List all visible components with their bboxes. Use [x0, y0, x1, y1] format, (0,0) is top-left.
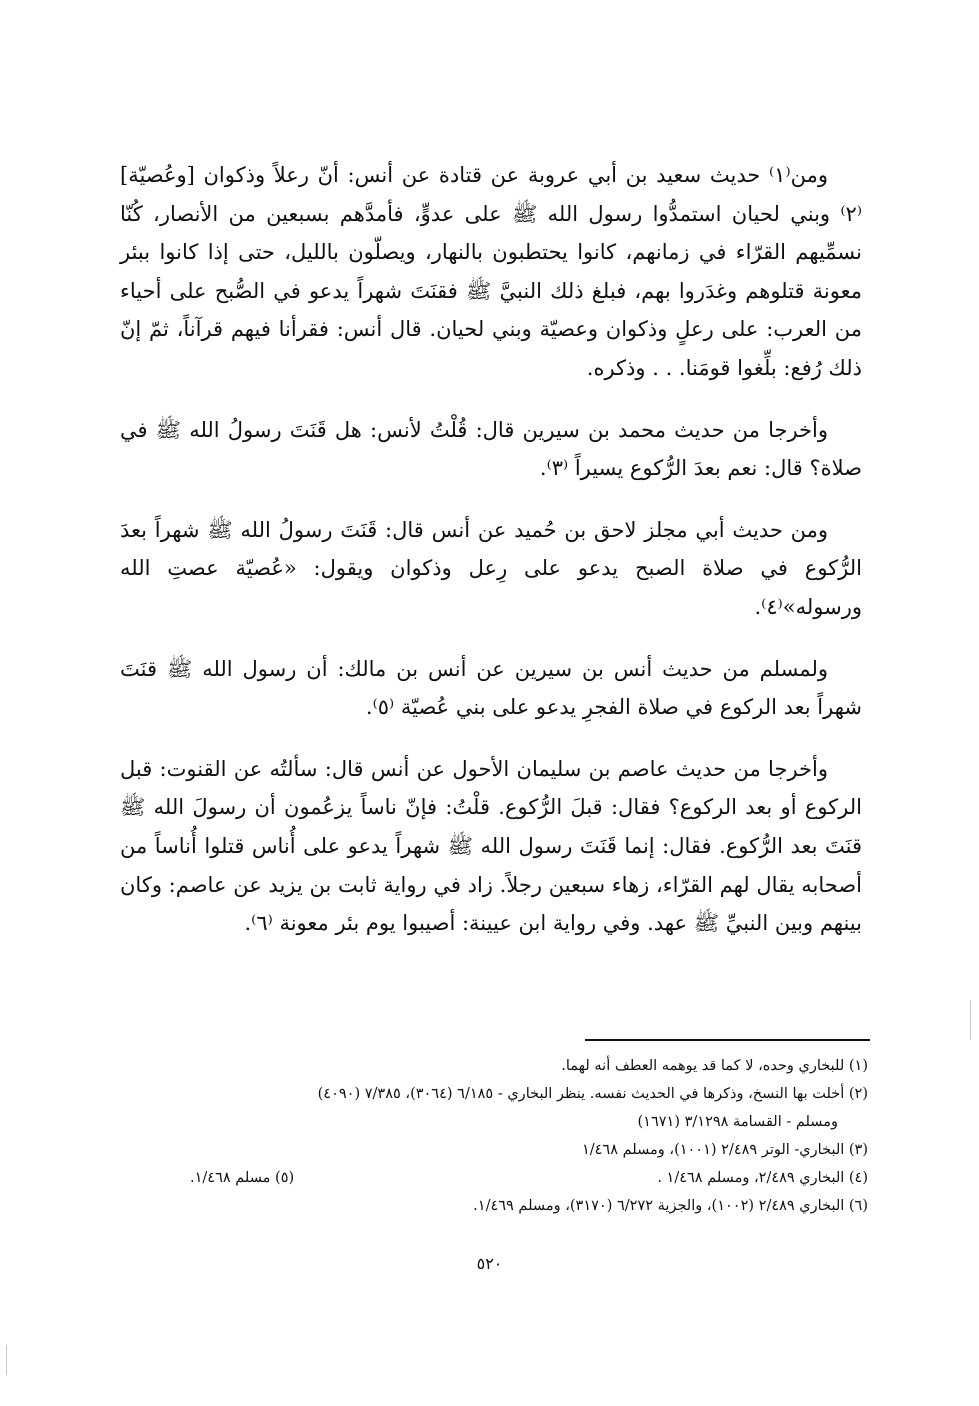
paragraph: ومن⁽١⁾ حديث سعيد بن أبي عروبة عن قتادة عن أنس: أنّ رعلاً وذكوان [وعُصيّة] ⁽٢⁾ وبني لحيان استمدُّوا رسول الله ﷺ على عدوٍّ، فأمدَّهم بسبعين من الأنصار، كُنّا نسمِّيهم القرّاء في زمانهم، كانوا يحتطبون بالنهار، ويصلّون بالليل، حتى إذا كانوا ببئر معونة قتلوهم وغدَروا بهم، فبلغ ذلك النبيَّ ﷺ فقنَتَ شهراً يدعو في الصُّبح على أحياء من العرب: على رعلٍ وذكوان وعصيّة وبني لحيان. قال أنس: فقرأنا فيهم قرآناً، ثمّ إنّ ذلك رُفع: بلِّغوا قومَنا. . . وذكره.: [120, 163, 862, 380]
footnote: (٢) أخلت بها النسخ، وذكرها في الحديث نفسه. ينظر البخاري - ٦/١٨٥ (٣٠٦٤)، ٧/٣٨٥ (٤٠٩٠): [317, 1086, 868, 1102]
main-text: [120, 156, 862, 966]
footnote-continuation: ومسلم - القسامة ٣/١٢٩٨ (١٦٧١): [637, 1114, 838, 1130]
paragraph: وأخرجا من حديث محمد بن سيرين قال: قُلْتُ لأنس: هل قَنَتَ رسولُ الله ﷺ في صلاة؟ قال: نعم بعدَ الرُّكوع يسيراً ⁽٣⁾.: [120, 417, 862, 481]
footnote: (٥) مسلم ١/٤٦٨.: [190, 1170, 295, 1186]
footnote: (١) للبخاري وحده، لا كما قد يوهمه العطف أنه لهما.: [561, 1058, 868, 1074]
footnote: (٦) البخاري ٢/٤٨٩ (١٠٠٢)، والجزية ٦/٢٧٢ (٣١٧٠)، ومسلم ١/٤٦٩.: [473, 1198, 868, 1214]
footnotes: [120, 1052, 868, 1220]
footnote: (٣) البخاري- الوتر ٢/٤٨٩ (١٠٠١)، ومسلم ١/٤٦٨: [581, 1142, 868, 1158]
scan-artifact-line: [970, 1000, 971, 1040]
paragraph: ومن حديث أبي مجلز لاحق بن حُميد عن أنس قال: قَنَتَ رسولُ الله ﷺ شهراً بعدَ الرُّكوع في صلاة الصبح يدعو على رِعل وذكوان ويقول: «عُصيّة عصتِ الله ورسوله»⁽٤⁾.: [120, 517, 862, 619]
paragraph: ولمسلم من حديث أنس بن سيرين عن أنس بن مالك: أن رسول الله ﷺ قنَتَ شهراً بعد الركوع في صلاة الفجرِ يدعو على بني عُصيّة ⁽٥⁾.: [120, 656, 862, 720]
footnote: (٤) البخاري ٢/٤٨٩، ومسلم ١/٤٦٨ .: [657, 1170, 868, 1186]
page-number: ٥٢٠: [476, 1254, 503, 1273]
footnote-row: [120, 1164, 868, 1192]
scan-artifact-line: [6, 1345, 7, 1375]
footnote-separator: [585, 1039, 870, 1041]
paragraph: وأخرجا من حديث عاصم بن سليمان الأحول عن أنس قال: سألتُه عن القنوت: قبل الركوع أو بعد الركوع؟ فقال: قبلَ الرُّكوع. قلْتُ: فإنّ ناساً يزعُمون أن رسولَ الله ﷺ قنَتَ بعد الرُّكوع. فقال: إنما قَنَتَ رسول الله ﷺ شهراً يدعو على أُناس قتلوا أُناساً من أصحابه يقال لهم القرّاء، زهاء سبعين رجلاً. زاد في رواية ثابت بن يزيد عن عاصم: وكان بينهم وبين النبيِّ ﷺ عهد. وفي رواية ابن عيينة: أصيبوا يوم بئر معونة ⁽٦⁾.: [120, 756, 862, 936]
